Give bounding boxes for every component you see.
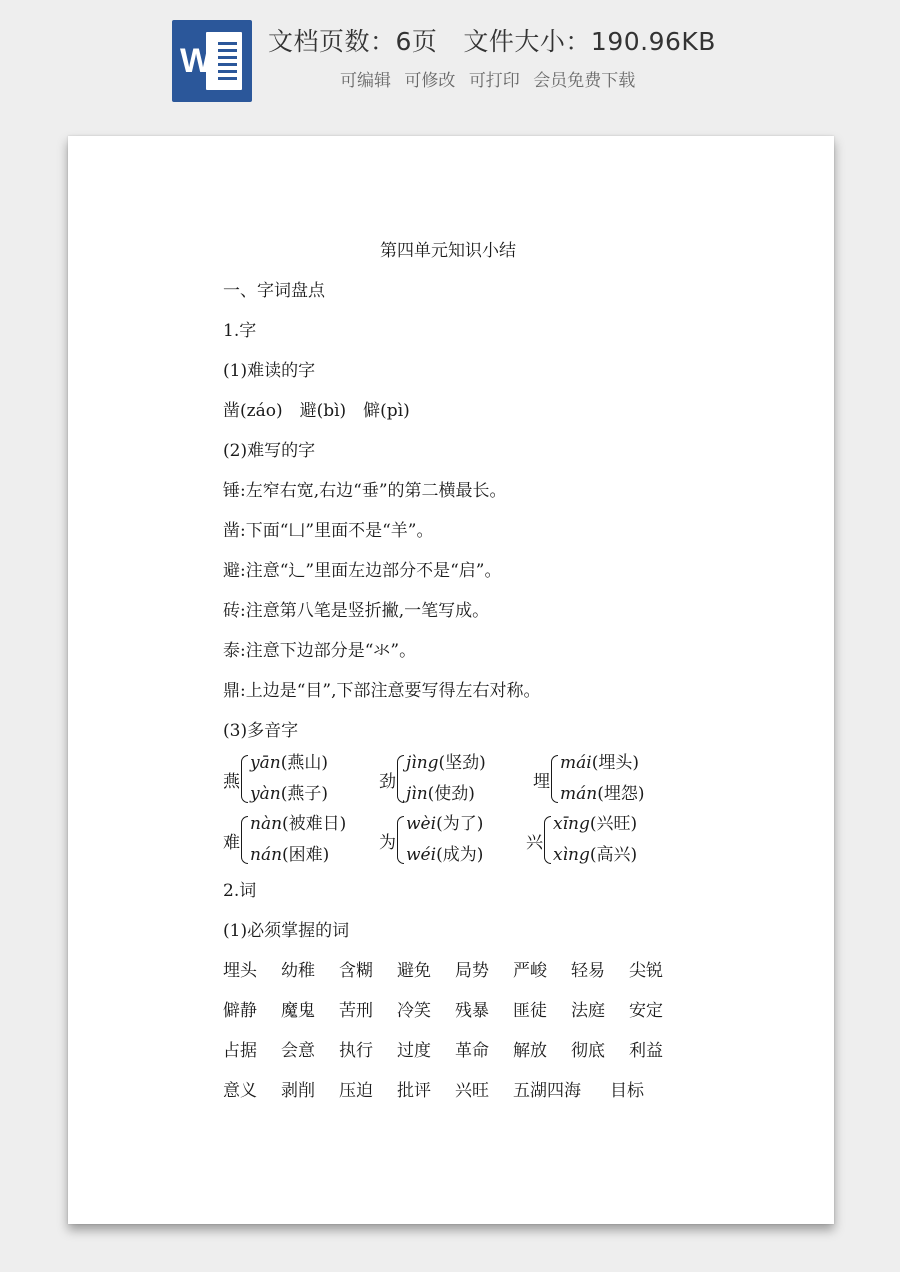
polyphone-yan: 燕 yān(燕山) yàn(燕子) — [223, 753, 328, 804]
subheading-must-know-words: (1)必须掌握的词 — [223, 921, 350, 941]
hard-read-chars: 凿(záo) 避(bì) 僻(pì) — [223, 401, 410, 421]
feature-printable: 可打印 — [468, 71, 520, 91]
file-info — [268, 22, 742, 58]
hard-write-item: 砖:注意第八笔是竖折撇,一笔写成。 — [223, 601, 490, 621]
word-row: 埋头 幼稚 含糊 避免 局势 严峻 轻易 尖锐 — [223, 961, 663, 981]
polyphone-wei: 为 wèi(为了) wéi(成为) — [379, 814, 484, 865]
section-heading: 一、字词盘点 — [223, 281, 325, 301]
hard-write-item: 锤:左窄右宽,右边“垂”的第二横最长。 — [223, 481, 507, 501]
file-size: 文件大小：190.96KB — [463, 27, 716, 56]
word-row: 意义 剥削 压迫 批评 兴旺 五湖四海 目标 — [223, 1081, 644, 1101]
hard-write-item: 避:注意“辶”里面左边部分不是“启”。 — [223, 561, 502, 581]
header-banner — [0, 0, 900, 115]
word-logo-letter: W — [180, 42, 213, 80]
polyphone-jin: 劲 jìng(坚劲) jìn(使劲) — [379, 753, 486, 804]
polyphone-nan: 难 nàn(被难日) nán(困难) — [223, 814, 347, 865]
subheading-polyphones: (3)多音字 — [223, 721, 299, 741]
doc-title: 第四单元知识小结 — [380, 241, 516, 261]
hard-write-item: 鼎:上边是“目”,下部注意要写得左右对称。 — [223, 681, 541, 701]
hard-write-item: 泰:注意下边部分是“氺”。 — [223, 641, 417, 661]
feature-list — [340, 66, 643, 91]
hard-write-item: 凿:下面“凵”里面不是“羊”。 — [223, 521, 434, 541]
feature-member-download: 会员免费下载 — [533, 71, 636, 91]
feature-editable: 可编辑 — [340, 71, 391, 91]
polyphone-xing: 兴 xīng(兴旺) xìng(高兴) — [526, 814, 638, 865]
word-row: 占据 会意 执行 过度 革命 解放 彻底 利益 — [223, 1041, 663, 1061]
word-document-icon — [172, 20, 252, 102]
subheading-words: 2.词 — [223, 881, 257, 901]
subheading-hard-write: (2)难写的字 — [223, 441, 316, 461]
page-count: 文档页数：6页 — [268, 27, 438, 56]
subheading-characters: 1.字 — [223, 321, 257, 341]
feature-modifiable: 可修改 — [404, 71, 456, 91]
document-page — [68, 136, 834, 1224]
polyphone-mai: 埋 mái(埋头) mán(埋怨) — [533, 753, 645, 804]
subheading-hard-read: (1)难读的字 — [223, 361, 316, 381]
word-row: 僻静 魔鬼 苦刑 冷笑 残暴 匪徒 法庭 安定 — [223, 1001, 663, 1021]
